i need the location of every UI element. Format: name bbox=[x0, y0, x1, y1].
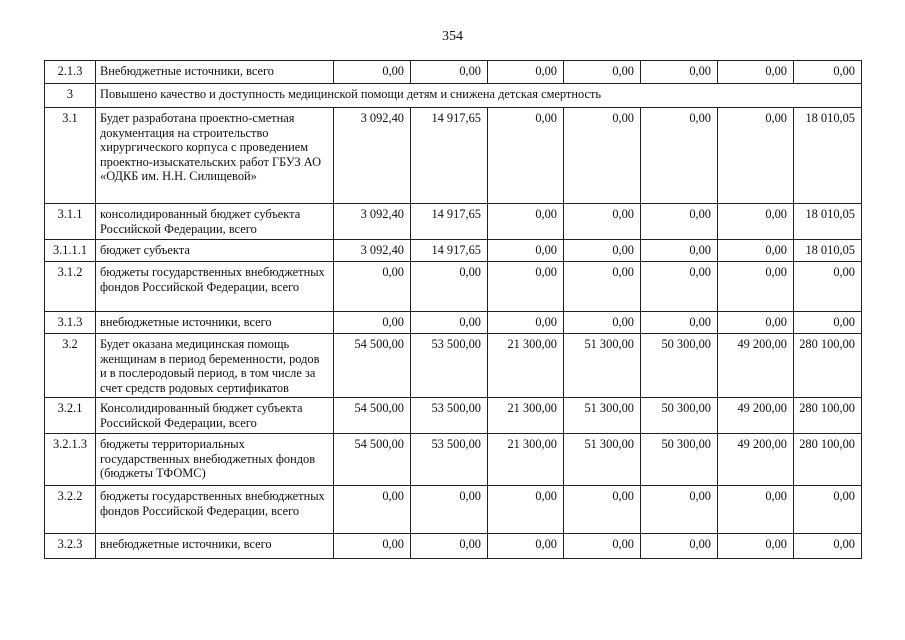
table-row bbox=[45, 262, 862, 312]
table-row bbox=[45, 434, 862, 486]
row-number: 3.2 bbox=[45, 334, 96, 398]
value-cell: 0,00 bbox=[488, 312, 564, 334]
value-cell: 14 917,65 bbox=[411, 240, 488, 262]
value-cell: 0,00 bbox=[564, 486, 641, 534]
value-cell: 0,00 bbox=[641, 312, 718, 334]
row-label: Консолидированный бюджет субъекта Российской Федерации, всего bbox=[96, 398, 334, 434]
row-number: 3.2.1 bbox=[45, 398, 96, 434]
value-cell: 50 300,00 bbox=[641, 398, 718, 434]
value-cell: 0,00 bbox=[411, 486, 488, 534]
value-cell: 0,00 bbox=[718, 262, 794, 312]
table-row bbox=[45, 486, 862, 534]
table-row bbox=[45, 334, 862, 398]
value-cell: 21 300,00 bbox=[488, 398, 564, 434]
value-cell: 53 500,00 bbox=[411, 334, 488, 398]
value-cell: 0,00 bbox=[411, 312, 488, 334]
row-number: 3.1.1.1 bbox=[45, 240, 96, 262]
total-cell: 280 100,00 bbox=[794, 398, 862, 434]
table-row bbox=[45, 240, 862, 262]
row-label: Внебюджетные источники, всего bbox=[96, 61, 334, 84]
table-row bbox=[45, 534, 862, 559]
value-cell: 0,00 bbox=[641, 108, 718, 204]
row-number: 3 bbox=[45, 84, 96, 108]
value-cell: 49 200,00 bbox=[718, 398, 794, 434]
value-cell: 0,00 bbox=[641, 61, 718, 84]
total-cell: 0,00 bbox=[794, 312, 862, 334]
value-cell: 3 092,40 bbox=[334, 204, 411, 240]
table-row bbox=[45, 61, 862, 84]
total-cell: 18 010,05 bbox=[794, 108, 862, 204]
value-cell: 0,00 bbox=[411, 61, 488, 84]
value-cell: 0,00 bbox=[718, 534, 794, 559]
value-cell: 0,00 bbox=[488, 534, 564, 559]
value-cell: 0,00 bbox=[641, 204, 718, 240]
value-cell: 0,00 bbox=[488, 204, 564, 240]
value-cell: 21 300,00 bbox=[488, 434, 564, 486]
value-cell: 0,00 bbox=[334, 312, 411, 334]
total-cell: 0,00 bbox=[794, 262, 862, 312]
value-cell: 49 200,00 bbox=[718, 334, 794, 398]
value-cell: 0,00 bbox=[641, 262, 718, 312]
value-cell: 0,00 bbox=[488, 262, 564, 312]
value-cell: 0,00 bbox=[564, 312, 641, 334]
value-cell: 0,00 bbox=[334, 61, 411, 84]
row-label: бюджеты территориальных государственных внебюджетных фондов (бюджеты ТФОМС) bbox=[96, 434, 334, 486]
value-cell: 50 300,00 bbox=[641, 434, 718, 486]
value-cell: 51 300,00 bbox=[564, 334, 641, 398]
table-row bbox=[45, 398, 862, 434]
row-number: 3.2.1.3 bbox=[45, 434, 96, 486]
row-number: 3.1.2 bbox=[45, 262, 96, 312]
value-cell: 0,00 bbox=[564, 262, 641, 312]
value-cell: 50 300,00 bbox=[641, 334, 718, 398]
row-label: Будет оказана медицинская помощь женщинам в период беременности, родов и в послеродовый период, в том числе за счет средств родовых сертификатов bbox=[96, 334, 334, 398]
value-cell: 0,00 bbox=[718, 240, 794, 262]
value-cell: 0,00 bbox=[411, 262, 488, 312]
row-number: 3.1.3 bbox=[45, 312, 96, 334]
row-label: бюджеты государственных внебюджетных фондов Российской Федерации, всего bbox=[96, 262, 334, 312]
value-cell: 54 500,00 bbox=[334, 334, 411, 398]
row-label: консолидированный бюджет субъекта Российской Федерации, всего bbox=[96, 204, 334, 240]
value-cell: 0,00 bbox=[411, 534, 488, 559]
table-row bbox=[45, 204, 862, 240]
total-cell: 280 100,00 bbox=[794, 434, 862, 486]
value-cell: 0,00 bbox=[718, 312, 794, 334]
value-cell: 0,00 bbox=[488, 240, 564, 262]
value-cell: 3 092,40 bbox=[334, 108, 411, 204]
value-cell: 0,00 bbox=[564, 61, 641, 84]
page-number: 354 bbox=[442, 29, 463, 44]
value-cell: 0,00 bbox=[641, 534, 718, 559]
value-cell: 0,00 bbox=[718, 204, 794, 240]
row-number: 3.1.1 bbox=[45, 204, 96, 240]
value-cell: 0,00 bbox=[564, 108, 641, 204]
value-cell: 0,00 bbox=[334, 486, 411, 534]
row-number: 3.2.2 bbox=[45, 486, 96, 534]
row-number: 2.1.3 bbox=[45, 61, 96, 84]
row-number: 3.1 bbox=[45, 108, 96, 204]
value-cell: 0,00 bbox=[641, 240, 718, 262]
value-cell: 0,00 bbox=[488, 486, 564, 534]
value-cell: 14 917,65 bbox=[411, 108, 488, 204]
row-label: внебюджетные источники, всего bbox=[96, 312, 334, 334]
total-cell: 0,00 bbox=[794, 61, 862, 84]
value-cell: 0,00 bbox=[564, 534, 641, 559]
table-body bbox=[45, 61, 862, 559]
value-cell: 53 500,00 bbox=[411, 398, 488, 434]
total-cell: 0,00 bbox=[794, 534, 862, 559]
value-cell: 0,00 bbox=[488, 61, 564, 84]
value-cell: 51 300,00 bbox=[564, 398, 641, 434]
value-cell: 0,00 bbox=[334, 534, 411, 559]
row-number: 3.2.3 bbox=[45, 534, 96, 559]
value-cell: 0,00 bbox=[488, 108, 564, 204]
value-cell: 54 500,00 bbox=[334, 434, 411, 486]
table-row bbox=[45, 108, 862, 204]
value-cell: 14 917,65 bbox=[411, 204, 488, 240]
total-cell: 0,00 bbox=[794, 486, 862, 534]
value-cell: 0,00 bbox=[564, 240, 641, 262]
value-cell: 0,00 bbox=[718, 486, 794, 534]
row-label: бюджет субъекта bbox=[96, 240, 334, 262]
value-cell: 3 092,40 bbox=[334, 240, 411, 262]
budget-table bbox=[44, 60, 862, 559]
row-label: бюджеты государственных внебюджетных фондов Российской Федерации, всего bbox=[96, 486, 334, 534]
value-cell: 0,00 bbox=[718, 61, 794, 84]
section-row bbox=[45, 84, 862, 108]
value-cell: 53 500,00 bbox=[411, 434, 488, 486]
total-cell: 18 010,05 bbox=[794, 204, 862, 240]
value-cell: 54 500,00 bbox=[334, 398, 411, 434]
value-cell: 21 300,00 bbox=[488, 334, 564, 398]
row-label: внебюджетные источники, всего bbox=[96, 534, 334, 559]
value-cell: 51 300,00 bbox=[564, 434, 641, 486]
table-row bbox=[45, 312, 862, 334]
value-cell: 0,00 bbox=[718, 108, 794, 204]
value-cell: 0,00 bbox=[564, 204, 641, 240]
value-cell: 49 200,00 bbox=[718, 434, 794, 486]
section-title: Повышено качество и доступность медицинской помощи детям и снижена детская смертность bbox=[96, 84, 862, 108]
total-cell: 18 010,05 bbox=[794, 240, 862, 262]
total-cell: 280 100,00 bbox=[794, 334, 862, 398]
value-cell: 0,00 bbox=[334, 262, 411, 312]
value-cell: 0,00 bbox=[641, 486, 718, 534]
row-label: Будет разработана проектно-сметная документация на строительство хирургического корпуса с проведением проектно-изыскательских работ ГБУЗ АО «ОДКБ им. Н.Н. Силищевой» bbox=[96, 108, 334, 204]
